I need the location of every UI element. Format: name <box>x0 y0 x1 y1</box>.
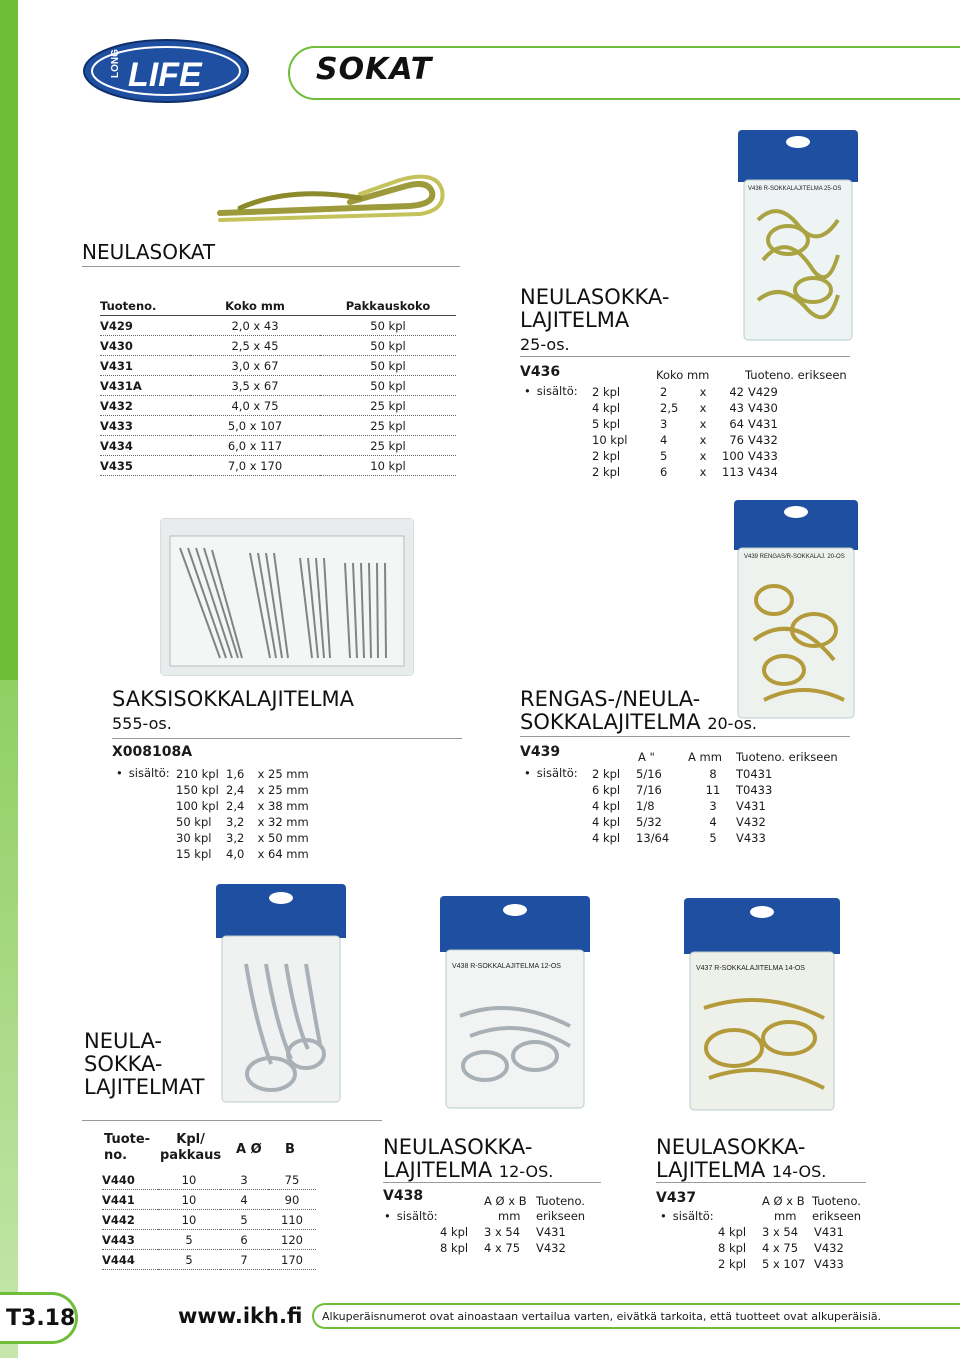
disclaimer <box>312 1303 960 1329</box>
list-cell: 4 kpl <box>592 401 621 415</box>
list-cell: 100 kpl <box>176 799 219 813</box>
v441-bag-image <box>216 884 346 1110</box>
heading-line: NEULASOKKA- <box>656 1135 806 1159</box>
table-cell: 7 <box>220 1250 268 1270</box>
list-cell: 3 <box>709 799 717 813</box>
list-cell: V432 <box>736 815 766 829</box>
list-cell: 8 kpl <box>718 1241 747 1255</box>
table-cell: 25 kpl <box>320 416 456 436</box>
divider <box>520 736 850 737</box>
x008108a-rows <box>176 766 324 862</box>
col-header: Koko mm <box>656 368 710 382</box>
data-grid <box>440 1224 596 1256</box>
website-link[interactable]: www.ikh.fi <box>178 1304 303 1328</box>
col-header: Kpl/ <box>176 1132 205 1147</box>
list-cell: x <box>257 847 265 861</box>
page-title: SOKAT <box>316 52 433 87</box>
table-cell: V432 <box>100 396 190 416</box>
list-cell: 5 x 107 <box>762 1257 806 1271</box>
divider <box>82 1120 382 1121</box>
col-header: A Ø x B <box>484 1194 527 1208</box>
longlife-logo <box>82 38 250 104</box>
table-cell: 50 kpl <box>320 316 456 336</box>
list-cell: 2 kpl <box>718 1257 747 1271</box>
v437-bag-image <box>684 898 840 1118</box>
table-cell: 10 <box>158 1190 220 1210</box>
list-cell: 7/16 <box>636 783 662 797</box>
heading-line: SAKSISOKKALAJITELMA <box>112 687 354 711</box>
table-cell: 50 kpl <box>320 356 456 376</box>
list-cell: V432 <box>536 1241 566 1255</box>
page-code: T3.18 <box>6 1306 76 1331</box>
list-cell: x <box>699 449 707 463</box>
table-cell: 7,0 x 170 <box>190 456 320 476</box>
list-cell: 11 <box>705 783 721 797</box>
table-cell: V443 <box>102 1230 158 1250</box>
list-cell: 4,0 <box>226 847 245 861</box>
v438-bag-image <box>440 896 590 1116</box>
table-cell: 90 <box>268 1190 316 1210</box>
list-cell: 100 <box>722 449 744 463</box>
col-header: A Ø <box>236 1142 262 1157</box>
list-cell: x <box>699 401 707 415</box>
col-header: erikseen <box>812 1209 862 1223</box>
table-row <box>102 1250 316 1270</box>
contents-label: • sisältö: <box>660 1209 714 1224</box>
col-header: Tuoteno. <box>536 1194 585 1208</box>
col-header-code <box>104 1132 150 1164</box>
list-cell: T0431 <box>736 767 773 781</box>
v436-heading <box>520 286 669 356</box>
list-cell: 6 kpl <box>592 783 621 797</box>
table-cell: 3 <box>220 1170 268 1190</box>
list-cell: 2 kpl <box>592 385 621 399</box>
list-cell: x <box>257 799 265 813</box>
list-cell: 13/64 <box>636 831 670 845</box>
list-cell: 50 kpl <box>176 815 212 829</box>
list-cell: 4 x 75 <box>484 1241 521 1255</box>
col-header: Koko mm <box>190 296 320 316</box>
table-cell: 2,0 x 43 <box>190 316 320 336</box>
table-cell: 3,5 x 67 <box>190 376 320 396</box>
list-cell: x <box>699 417 707 431</box>
col-header: Tuote- <box>104 1132 151 1147</box>
list-cell: V430 <box>748 401 778 415</box>
table-cell: 6 <box>220 1230 268 1250</box>
table-cell: 10 kpl <box>320 456 456 476</box>
data-grid <box>592 766 796 846</box>
list-cell: 4 kpl <box>592 815 621 829</box>
list-cell: 15 kpl <box>176 847 212 861</box>
table-cell: 75 <box>268 1170 316 1190</box>
v437-heading <box>656 1136 826 1183</box>
heading-line: SOKKA- <box>84 1052 163 1076</box>
table-cell: 25 kpl <box>320 436 456 456</box>
table-cell: 5 <box>220 1210 268 1230</box>
list-cell: 5/16 <box>636 767 662 781</box>
table-row <box>100 396 456 416</box>
list-cell: 76 <box>729 433 744 447</box>
table-row <box>100 316 456 336</box>
v439-heading <box>520 688 757 735</box>
heading-line: LAJITELMA <box>520 308 630 332</box>
list-cell: 32 mm <box>268 815 309 829</box>
list-cell: 1,6 <box>226 767 245 781</box>
list-cell: 2 kpl <box>592 465 621 479</box>
heading-sub: 12-OS. <box>498 1162 554 1181</box>
x008108a-code: X008108A <box>112 744 193 760</box>
heading-line: LAJITELMAT <box>84 1075 205 1099</box>
col-header: mm <box>774 1209 797 1223</box>
col-header: Tuoteno. <box>812 1194 861 1208</box>
table-row <box>100 416 456 436</box>
list-cell: 3 <box>660 417 668 431</box>
list-cell: x <box>257 815 265 829</box>
list-cell: x <box>257 767 265 781</box>
col-header: B <box>285 1142 295 1157</box>
table-row <box>100 336 456 356</box>
list-cell: 2 kpl <box>592 449 621 463</box>
table-row <box>102 1170 316 1190</box>
list-cell: 10 kpl <box>592 433 628 447</box>
table-cell: V440 <box>102 1170 158 1190</box>
table-cell: V441 <box>102 1190 158 1210</box>
list-cell: x <box>699 433 707 447</box>
contents-label: • sisältö: <box>384 1209 438 1224</box>
list-cell: 2 kpl <box>592 767 621 781</box>
col-header: Tuoteno. erikseen <box>745 368 847 382</box>
neulasokkalajitelmat-table <box>102 1170 316 1270</box>
list-cell: 8 <box>709 767 717 781</box>
heading-sub: 555-os. <box>112 714 172 733</box>
col-header: mm <box>498 1209 521 1223</box>
list-cell: 5 <box>660 449 668 463</box>
table-cell: 6,0 x 117 <box>190 436 320 456</box>
x008108a-box-image <box>160 518 414 676</box>
table-cell: 120 <box>268 1230 316 1250</box>
table-row <box>102 1210 316 1230</box>
table-row <box>102 1230 316 1250</box>
x008108a-heading <box>112 688 354 735</box>
table-cell: V431 <box>100 356 190 376</box>
list-cell: x <box>699 465 707 479</box>
list-cell: 3,2 <box>226 831 245 845</box>
list-cell: 3 x 54 <box>762 1225 799 1239</box>
heading-line: RENGAS-/NEULA- <box>520 687 701 711</box>
v437-code: V437 <box>656 1190 697 1206</box>
list-cell: 4 kpl <box>440 1225 469 1239</box>
list-cell: 8 kpl <box>440 1241 469 1255</box>
table-cell: V435 <box>100 456 190 476</box>
v436-rows <box>592 384 808 480</box>
table-cell: 50 kpl <box>320 336 456 356</box>
neulasokkalajitelmat-heading <box>84 1030 204 1099</box>
divider <box>383 1182 601 1183</box>
list-cell: 1/8 <box>636 799 655 813</box>
list-cell: 3,2 <box>226 815 245 829</box>
disclaimer-text: Alkuperäisnumerot ovat ainoastaan vertailua varten, eivätkä tarkoita, että tuotteet ovat alkuperäisiä. <box>322 1310 882 1323</box>
data-grid <box>592 384 808 480</box>
list-cell: 2,4 <box>226 799 245 813</box>
svg-text:V439 RENGAS/R-SOKKALAJ. 20-OS: V439 RENGAS/R-SOKKALAJ. 20-OS <box>744 554 845 560</box>
table-cell: 3,0 x 67 <box>190 356 320 376</box>
table-cell: V431A <box>100 376 190 396</box>
neulasokat-heading: NEULASOKAT <box>82 240 216 264</box>
v438-code: V438 <box>383 1188 424 1204</box>
list-cell: 4 kpl <box>718 1225 747 1239</box>
list-cell: 4 x 75 <box>762 1241 799 1255</box>
heading-line: SOKKALAJITELMA <box>520 710 701 734</box>
list-cell: 64 mm <box>268 847 309 861</box>
list-cell: 4 kpl <box>592 831 621 845</box>
list-cell: 113 <box>722 465 744 479</box>
table-cell: 4,0 x 75 <box>190 396 320 416</box>
contents-label: • sisältö: <box>524 766 578 781</box>
svg-text:V436 R-SOKKALAJITELMA 25-OS: V436 R-SOKKALAJITELMA 25-OS <box>748 186 842 192</box>
heading-sub: 20-os. <box>707 714 757 733</box>
table-cell: 110 <box>268 1210 316 1230</box>
list-cell: 2,5 <box>660 401 679 415</box>
list-cell: 25 mm <box>268 783 309 797</box>
list-cell: V433 <box>814 1257 844 1271</box>
list-cell: 210 kpl <box>176 767 219 781</box>
v438-rows <box>440 1224 596 1256</box>
table-cell: 50 kpl <box>320 376 456 396</box>
v439-code: V439 <box>520 744 561 760</box>
list-cell: 2 <box>660 385 668 399</box>
list-cell: V432 <box>814 1241 844 1255</box>
cotter-pin-image <box>210 168 450 228</box>
list-cell: 64 <box>729 417 744 431</box>
side-strip-lower <box>0 680 18 1358</box>
list-cell: 30 kpl <box>176 831 212 845</box>
list-cell: 50 mm <box>268 831 309 845</box>
table-cell: V433 <box>100 416 190 436</box>
col-header: A mm <box>688 750 722 764</box>
table-cell: V429 <box>100 316 190 336</box>
list-cell: 43 <box>729 401 744 415</box>
list-cell: 4 <box>709 815 717 829</box>
divider <box>520 356 850 357</box>
list-cell: V431 <box>536 1225 566 1239</box>
v436-code: V436 <box>520 364 561 380</box>
table-cell: V442 <box>102 1210 158 1230</box>
table-cell: V430 <box>100 336 190 356</box>
table-row <box>100 356 456 376</box>
list-cell: x <box>699 385 707 399</box>
heading-line: NEULASOKKA- <box>383 1135 533 1159</box>
col-header: Pakkauskoko <box>320 296 456 316</box>
heading-sub: 14-OS. <box>771 1162 827 1181</box>
list-cell: V432 <box>748 433 778 447</box>
heading-line: LAJITELMA <box>656 1158 766 1182</box>
table-cell: 10 <box>158 1210 220 1230</box>
list-cell: V431 <box>748 417 778 431</box>
col-header: no. <box>104 1148 128 1163</box>
list-cell: V431 <box>736 799 766 813</box>
table-cell: 10 <box>158 1170 220 1190</box>
contents-label: • sisältö: <box>524 384 578 399</box>
list-cell: 5 kpl <box>592 417 621 431</box>
list-cell: 150 kpl <box>176 783 219 797</box>
list-cell: 5/32 <box>636 815 662 829</box>
col-header-qty <box>160 1132 221 1164</box>
col-header: pakkaus <box>160 1148 222 1163</box>
table-cell: V444 <box>102 1250 158 1270</box>
svg-text:LONG: LONG <box>110 49 121 78</box>
list-cell: 4 kpl <box>592 799 621 813</box>
heading-line: NEULASOKKA- <box>520 285 670 309</box>
list-cell: 4 <box>660 433 668 447</box>
table-row <box>100 456 456 476</box>
divider <box>112 738 462 739</box>
list-cell: 3 x 54 <box>484 1225 521 1239</box>
v439-rows <box>592 766 796 846</box>
table-row <box>100 436 456 456</box>
col-header: A Ø x B <box>762 1194 805 1208</box>
list-cell: V433 <box>748 449 778 463</box>
data-grid <box>718 1224 874 1272</box>
table-cell: 2,5 x 45 <box>190 336 320 356</box>
svg-text:V437 R-SOKKALAJITELMA 14-OS: V437 R-SOKKALAJITELMA 14-OS <box>696 965 805 972</box>
list-cell: V431 <box>814 1225 844 1239</box>
table-row <box>100 376 456 396</box>
col-header: Tuoteno. erikseen <box>736 750 838 764</box>
v438-heading <box>383 1136 553 1183</box>
list-cell: V433 <box>736 831 766 845</box>
list-cell: V429 <box>748 385 778 399</box>
side-strip <box>0 0 18 680</box>
table-cell: V434 <box>100 436 190 456</box>
list-cell: T0433 <box>736 783 773 797</box>
table-row <box>102 1190 316 1210</box>
table-cell: 25 kpl <box>320 396 456 416</box>
divider <box>656 1182 866 1183</box>
col-header: erikseen <box>536 1209 586 1223</box>
divider <box>82 266 460 267</box>
list-cell: 42 <box>729 385 744 399</box>
list-cell: x <box>257 783 265 797</box>
heading-sub: 25-os. <box>520 335 570 354</box>
table-cell: 5 <box>158 1230 220 1250</box>
list-cell: x <box>257 831 265 845</box>
heading-line: NEULA- <box>84 1029 163 1053</box>
table-cell: 4 <box>220 1190 268 1210</box>
list-cell: 5 <box>709 831 717 845</box>
v437-rows <box>718 1224 874 1272</box>
svg-text:LIFE: LIFE <box>128 56 202 94</box>
contents-label: • sisältö: <box>116 766 170 781</box>
table-cell: 170 <box>268 1250 316 1270</box>
v436-bag-image <box>738 130 858 352</box>
list-cell: 2,4 <box>226 783 245 797</box>
table-cell: 5 <box>158 1250 220 1270</box>
list-cell: 38 mm <box>268 799 309 813</box>
col-header: A " <box>638 750 655 764</box>
data-grid <box>176 766 324 862</box>
list-cell: V434 <box>748 465 778 479</box>
heading-line: LAJITELMA <box>383 1158 493 1182</box>
table-cell: 5,0 x 107 <box>190 416 320 436</box>
list-cell: 25 mm <box>268 767 309 781</box>
list-cell: 6 <box>660 465 668 479</box>
neulasokat-table <box>100 296 456 476</box>
col-header: Tuoteno. <box>100 296 190 316</box>
svg-text:V438 R-SOKKALAJITELMA 12-OS: V438 R-SOKKALAJITELMA 12-OS <box>452 963 561 970</box>
